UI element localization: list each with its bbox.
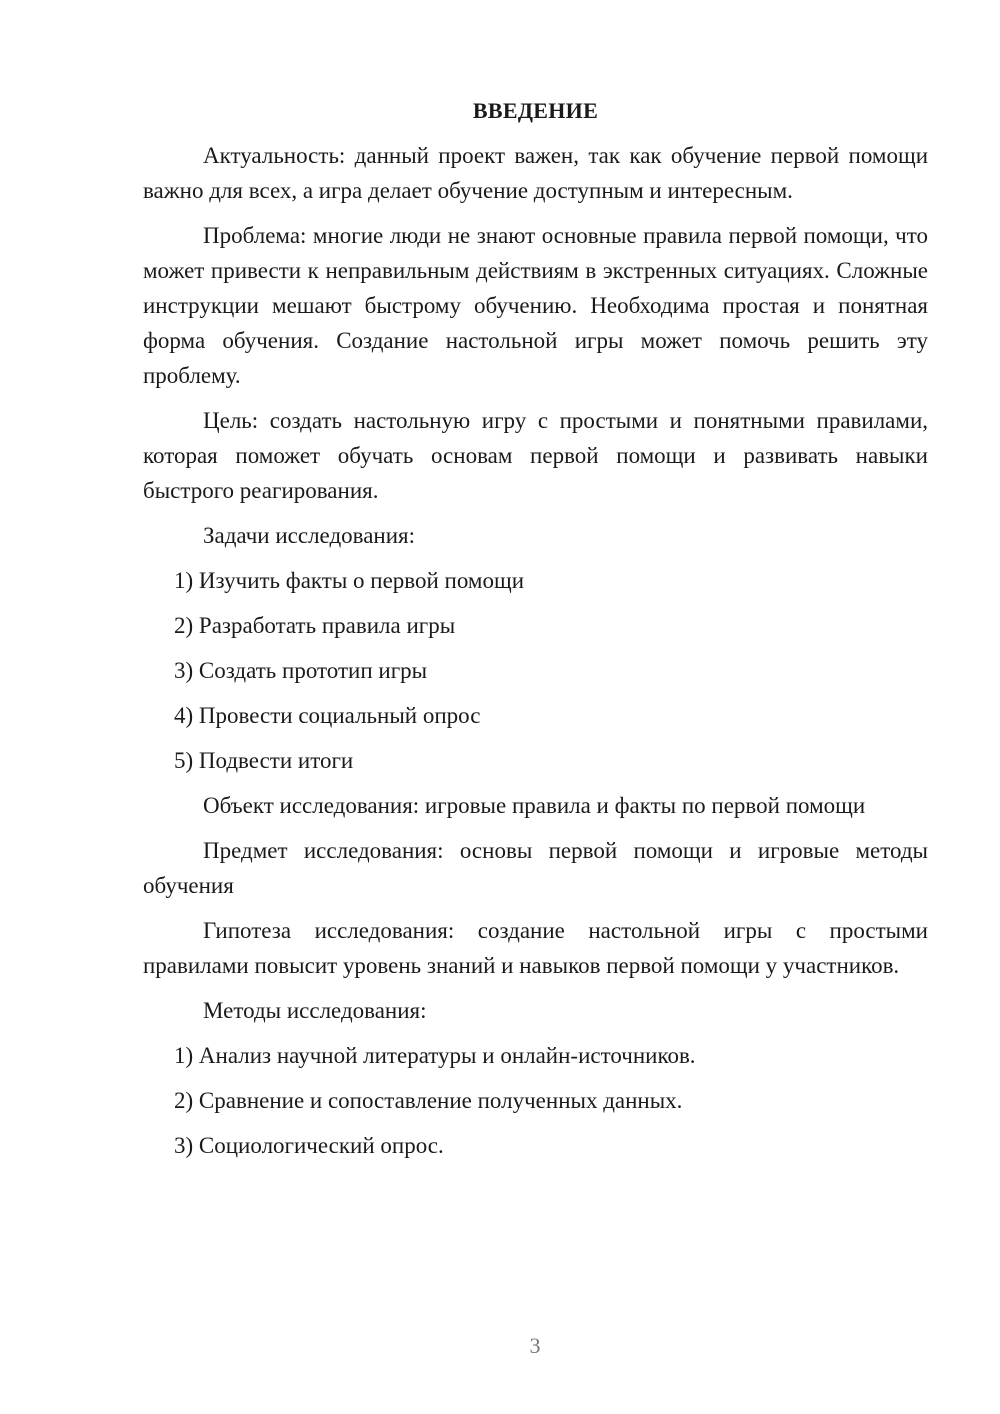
list-item: 2) Разработать правила игры [174, 613, 456, 638]
list-item: 4) Провести социальный опрос [174, 703, 481, 728]
tasks-list [143, 563, 928, 778]
methods-list [143, 1038, 928, 1163]
document-body [143, 95, 928, 1173]
relevance-paragraph: Актуальность: данный проект важен, так как обучение первой помощи важно для всех, а игра делает обучение доступным и интересным. [143, 143, 928, 203]
page-number: 3 [529, 1333, 541, 1358]
list-item: 1) Изучить факты о первой помощи [174, 568, 524, 593]
list-item: 2) Сравнение и сопоставление полученных данных. [174, 1088, 683, 1113]
object-paragraph: Объект исследования: игровые правила и факты по первой помощи [203, 793, 866, 818]
subject-paragraph: Предмет исследования: основы первой помощи и игровые методы обучения [143, 838, 928, 898]
section-title: ВВЕДЕНИЕ [472, 98, 599, 123]
goal-paragraph: Цель: создать настольную игру с простыми и понятными правилами, которая поможет обучать основам первой помощи и развивать навыки быстрого реагирования. [143, 408, 928, 503]
tasks-heading: Задачи исследования: [203, 523, 416, 548]
problem-paragraph: Проблема: многие люди не знают основные правила первой помощи, что может привести к неправильным действиям в экстренных ситуациях. Сложные инструкции мешают быстрому обучению. Необходима простая и понятная форма обучения. Создание настольной игры может помочь решить эту проблему. [143, 223, 928, 388]
list-item: 1) Анализ научной литературы и онлайн-источников. [174, 1043, 696, 1068]
methods-heading: Методы исследования: [203, 998, 427, 1023]
list-item: 3) Создать прототип игры [174, 658, 428, 683]
list-item: 3) Социологический опрос. [174, 1133, 444, 1158]
hypothesis-paragraph: Гипотеза исследования: создание настольной игры с простыми правилами повысит уровень знаний и навыков первой помощи у участников. [143, 918, 928, 978]
list-item: 5) Подвести итоги [174, 748, 354, 773]
